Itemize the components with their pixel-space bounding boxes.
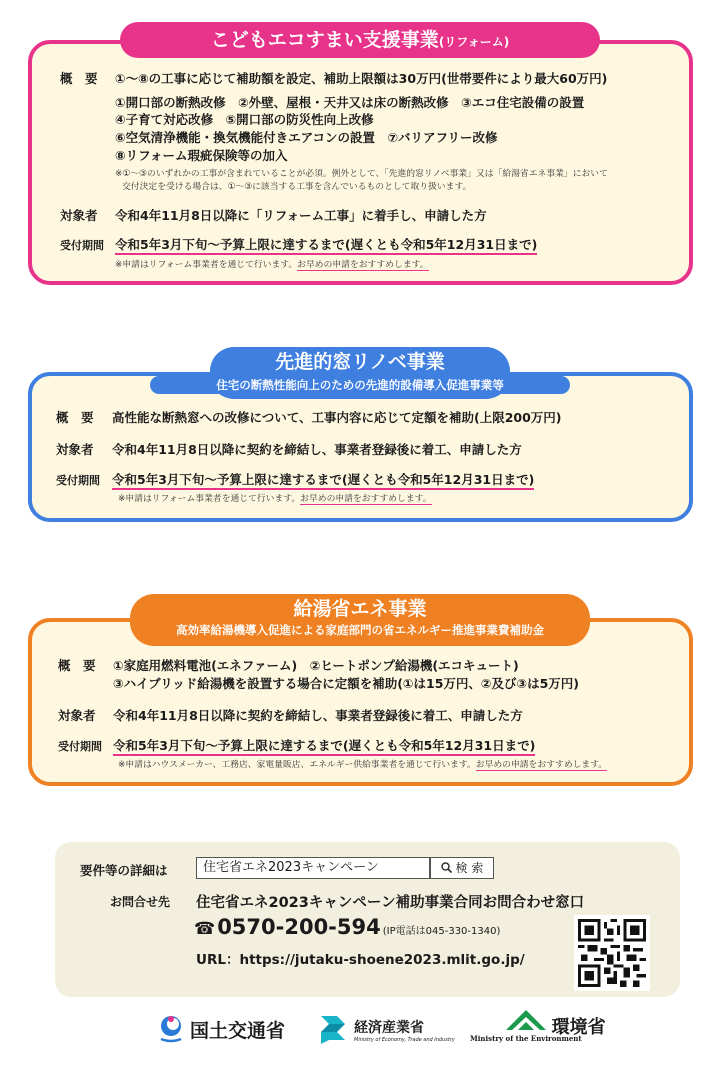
env-name: 環境省 [551,1017,606,1038]
env-name-en: Ministry of the Environment [470,1034,582,1043]
kyuto-target: 令和4年11月8日以降に契約を締結し、事業者登録後に着工、申請した方 [113,708,523,723]
phone-icon: ☎ [194,919,216,939]
kyuto-target-label: 対象者 [58,708,96,723]
meti-mark-icon [317,1014,349,1046]
meti-name: 経済産業省 [354,1020,424,1036]
kodomo-period-note: ※申請はリフォーム事業者を通じて行います。 [115,260,298,270]
inquiry-label: お問合せ先 [110,895,171,909]
mado-target-label: 対象者 [56,442,94,457]
kyuto-title: 給湯省エネ事業 [293,598,427,620]
mado-overview: 高性能な断熱窓への改修について、工事内容に応じて定額を補助(上限200万円) [112,410,562,425]
kyuto-period-note-emphasis: お早めの申請をおすすめします。 [475,760,608,770]
mado-overview-label: 概 要 [56,410,94,425]
kodomo-title-suffix: (リフォーム) [438,35,510,49]
kodomo-period-label: 受付期間 [60,239,104,252]
mado-period-label: 受付期間 [56,474,100,487]
mlit-logo [158,1014,285,1044]
mado-period-note-emphasis: お早めの申請をおすすめします。 [300,494,432,504]
mado-subtitle-band [150,376,570,394]
mado-title: 先進的窓リノベ事業 [275,351,445,373]
inquiry-name: 住宅省エネ2023キャンペーン補助事業合同お問合わせ窓口 [196,895,585,911]
kodomo-item: ⑥空気清浄機能・換気機能付きエアコンの設置 ⑦バリアフリー改修 [115,130,498,145]
kyuto-title-pill [130,594,590,646]
meti-name-en: Ministry of Economy, Trade and Industry [354,1037,455,1043]
kodomo-period: 令和5年3月下旬〜予算上限に達するまで(遅くとも令和5年12月31日まで) [115,237,537,255]
kodomo-item: ⑧リフォーム瑕疵保険等の加入 [115,148,288,163]
search-icon [441,859,452,870]
kyuto-overview-label: 概 要 [58,658,96,673]
search-input[interactable]: 住宅省エネ2023キャンペーン [196,857,430,879]
env-mark-icon [504,1008,548,1034]
search-button-label: 検 索 [455,861,484,875]
kyuto-overview: ③ハイブリッド給湯機を設置する場合に定額を補助(①は15万円、②及び③は5万円) [113,676,579,691]
phone-number[interactable]: 0570-200-594 [217,915,381,939]
kodomo-period-note-emphasis: お早めの申請をおすすめします。 [297,260,429,270]
kodomo-title-pill [120,22,600,58]
details-label: 要件等の詳細は [80,863,168,878]
kyuto-overview: ①家庭用燃料電池(エネファーム) ②ヒートポンプ給湯機(エコキュート) [113,658,519,673]
mlit-name: 国土交通省 [190,1019,286,1042]
search-button[interactable] [430,857,494,879]
kodomo-note: 交付決定を受ける場合は、①〜③に該当する工事を含んでいるものとして取り扱います。 [122,182,472,192]
kyuto-period-label: 受付期間 [58,740,102,753]
mado-period: 令和5年3月下旬〜予算上限に達するまで(遅くとも令和5年12月31日まで) [112,472,534,490]
mlit-mark-icon [158,1014,184,1044]
kodomo-target-label: 対象者 [60,208,98,223]
mado-target: 令和4年11月8日以降に契約を締結し、事業者登録後に着工、申請した方 [112,442,522,457]
kodomo-note: ※①〜③のいずれかの工事が含まれていることが必須。例外として、「先進的窓リノベ事業」又は「給湯省エネ事業」において [115,169,608,179]
site-url[interactable]: URL：https://jutaku-shoene2023.mlit.go.jp/ [196,952,525,968]
env-logo [470,1008,606,1043]
kodomo-overview: ①〜⑧の工事に応じて補助額を設定、補助上限額は30万円(世帯要件により最大60万円) [115,71,608,86]
kyuto-period: 令和5年3月下旬〜予算上限に達するまで(遅くとも令和5年12月31日まで) [113,738,535,756]
kodomo-item: ④子育て対応改修 ⑤開口部の防災性向上改修 [115,112,374,127]
mado-period-note: ※申請はリフォーム事業者を通じて行います。 [118,494,301,504]
phone-ip: (IP電話は045-330-1340) [382,926,501,937]
kyuto-subtitle: 高効率給湯機導入促進による家庭部門の省エネルギー推進事業費補助金 [176,623,544,637]
kodomo-target: 令和4年11月8日以降に「リフォーム工事」に着手し、申請した方 [115,208,487,223]
kodomo-item: ①開口部の断熱改修 ②外壁、屋根・天井又は床の断熱改修 ③エコ住宅設備の設置 [115,95,585,110]
kodomo-overview-label: 概 要 [60,71,98,86]
meti-logo [317,1014,455,1046]
qr-code [574,915,650,991]
phone-row [194,915,500,939]
kyuto-period-note: ※申請はハウスメーカー、工務店、家電量販店、エネルギー供給事業者を通じて行います。 [118,760,476,770]
mado-subtitle: 住宅の断熱性能向上のための先進的設備導入促進事業等 [216,378,504,392]
kodomo-title: こどもエコすまい支援事業 [210,29,439,51]
